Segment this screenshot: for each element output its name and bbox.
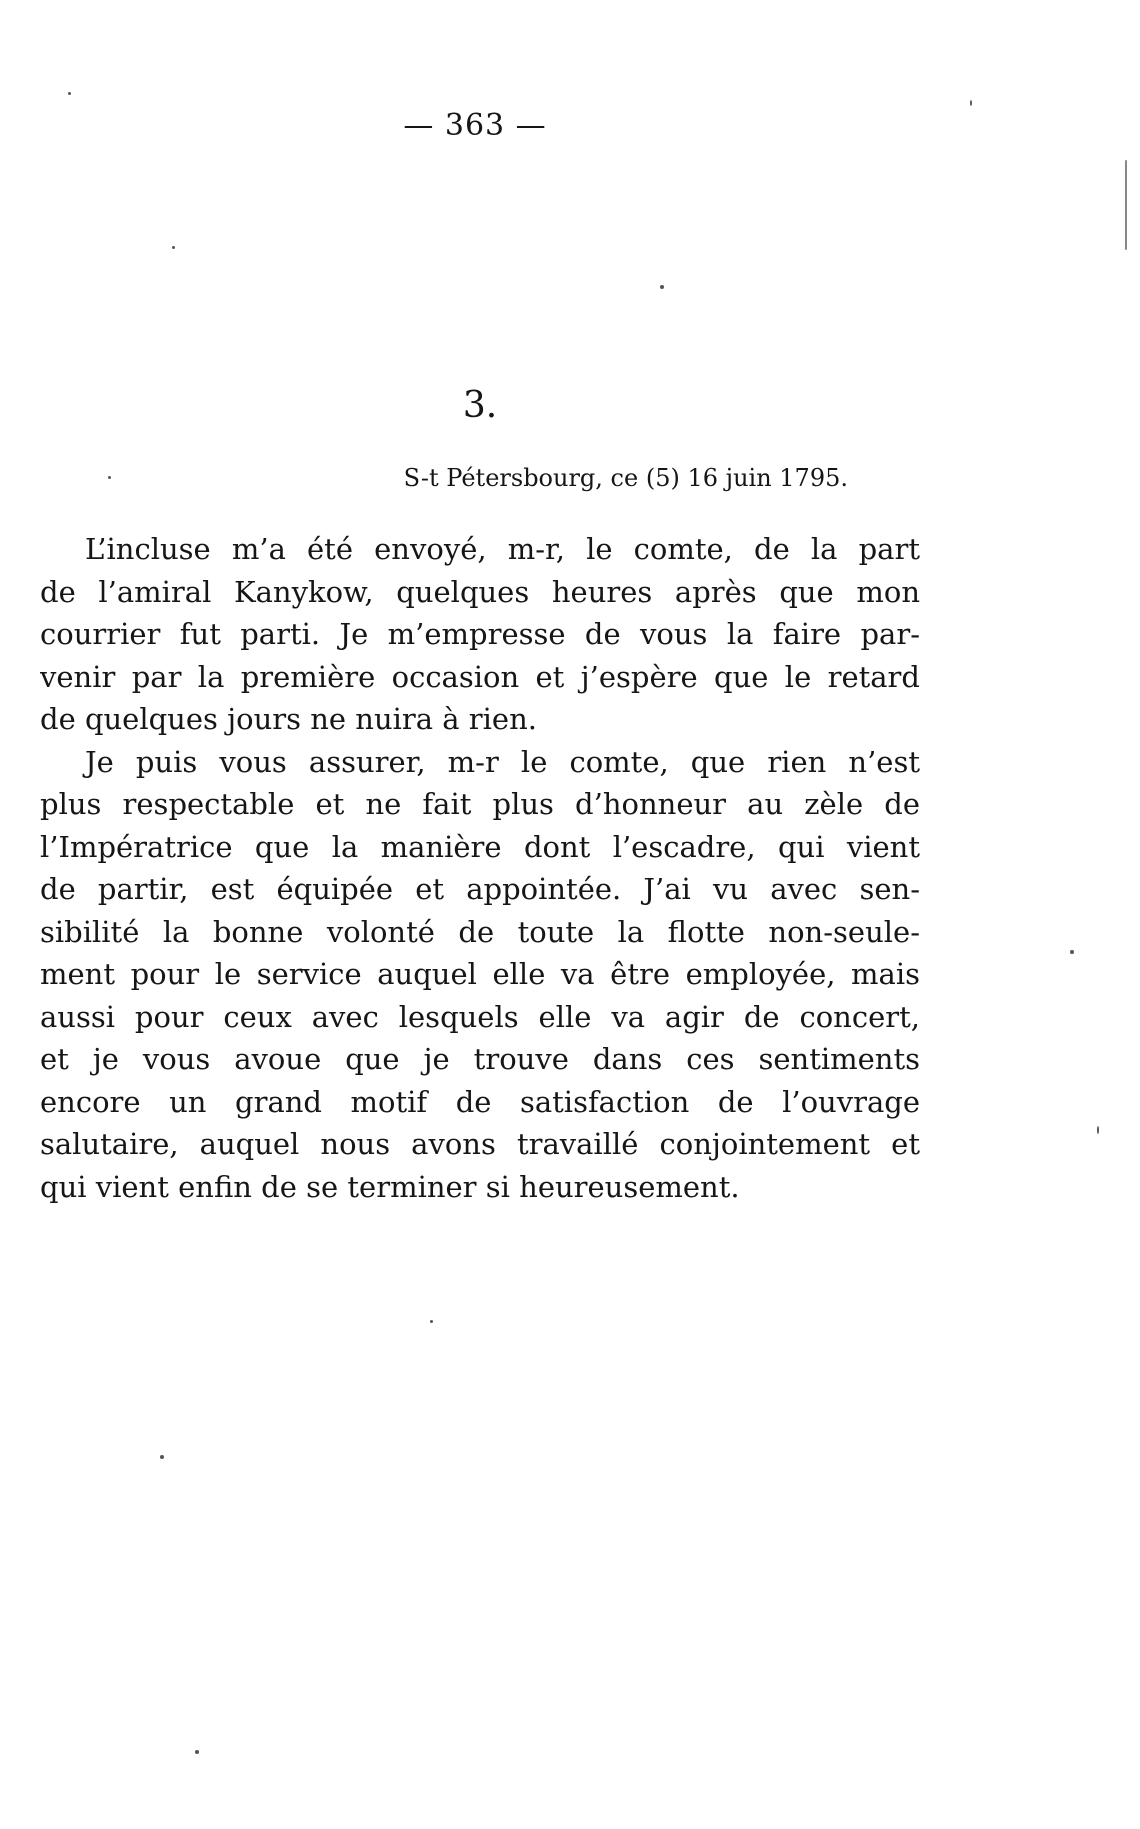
letter-body [40,528,920,1208]
text-line: l’Impératrice que la manière dont l’escadre, qui vient [40,829,920,864]
page-number: — 363 — [403,108,547,143]
scan-speck [1097,1126,1099,1134]
text-line: aussi pour ceux avec lesquels elle va agir de concert, [40,999,920,1034]
text-line: de quelques jours ne nuira à rien. [40,702,537,736]
text-line: encore un grand motif de satisfaction de l’ouvrage [40,1084,920,1119]
scan-speck [68,92,71,95]
text-line: courrier fut parti. Je m’empresse de vous la faire par- [40,617,920,651]
dateline: S-t Pétersbourg, ce (5) 16 juin 1795. [403,464,848,492]
scan-speck [108,476,111,479]
text-line: salutaire, auquel nous avons travaillé conjointement et [40,1127,920,1161]
text-line: Je puis vous assurer, m-r le comte, que rien n’est [85,744,920,779]
text-line: plus respectable et ne fait plus d’honneur au zèle de [40,787,920,821]
text-line: de partir, est équipée et appointée. J’ai vu avec sen- [40,872,920,906]
text-line: venir par la première occasion et j’espère que le retard [40,659,920,694]
scan-speck [1125,160,1127,250]
scan-speck [660,285,664,289]
text-line: de l’amiral Kanykow, quelques heures après que mon [40,574,920,609]
text-line: sibilité la bonne volonté de toute la flotte non-seule- [40,914,920,949]
text-line: L’incluse m’a été envoyé, m-r, le comte, de la part [85,532,920,566]
letter-number: 3. [462,385,498,426]
scan-speck [172,246,175,249]
scan-speck [195,1750,199,1754]
scan-speck [160,1455,164,1459]
text-line: et je vous avoue que je trouve dans ces sentiments [40,1042,920,1076]
scan-speck [430,1320,433,1323]
text-line: ment pour le service auquel elle va être employée, mais [40,957,920,991]
scan-speck [1070,950,1074,954]
scan-speck [970,100,972,106]
text-line: qui vient enfin de se terminer si heureusement. [40,1169,740,1204]
